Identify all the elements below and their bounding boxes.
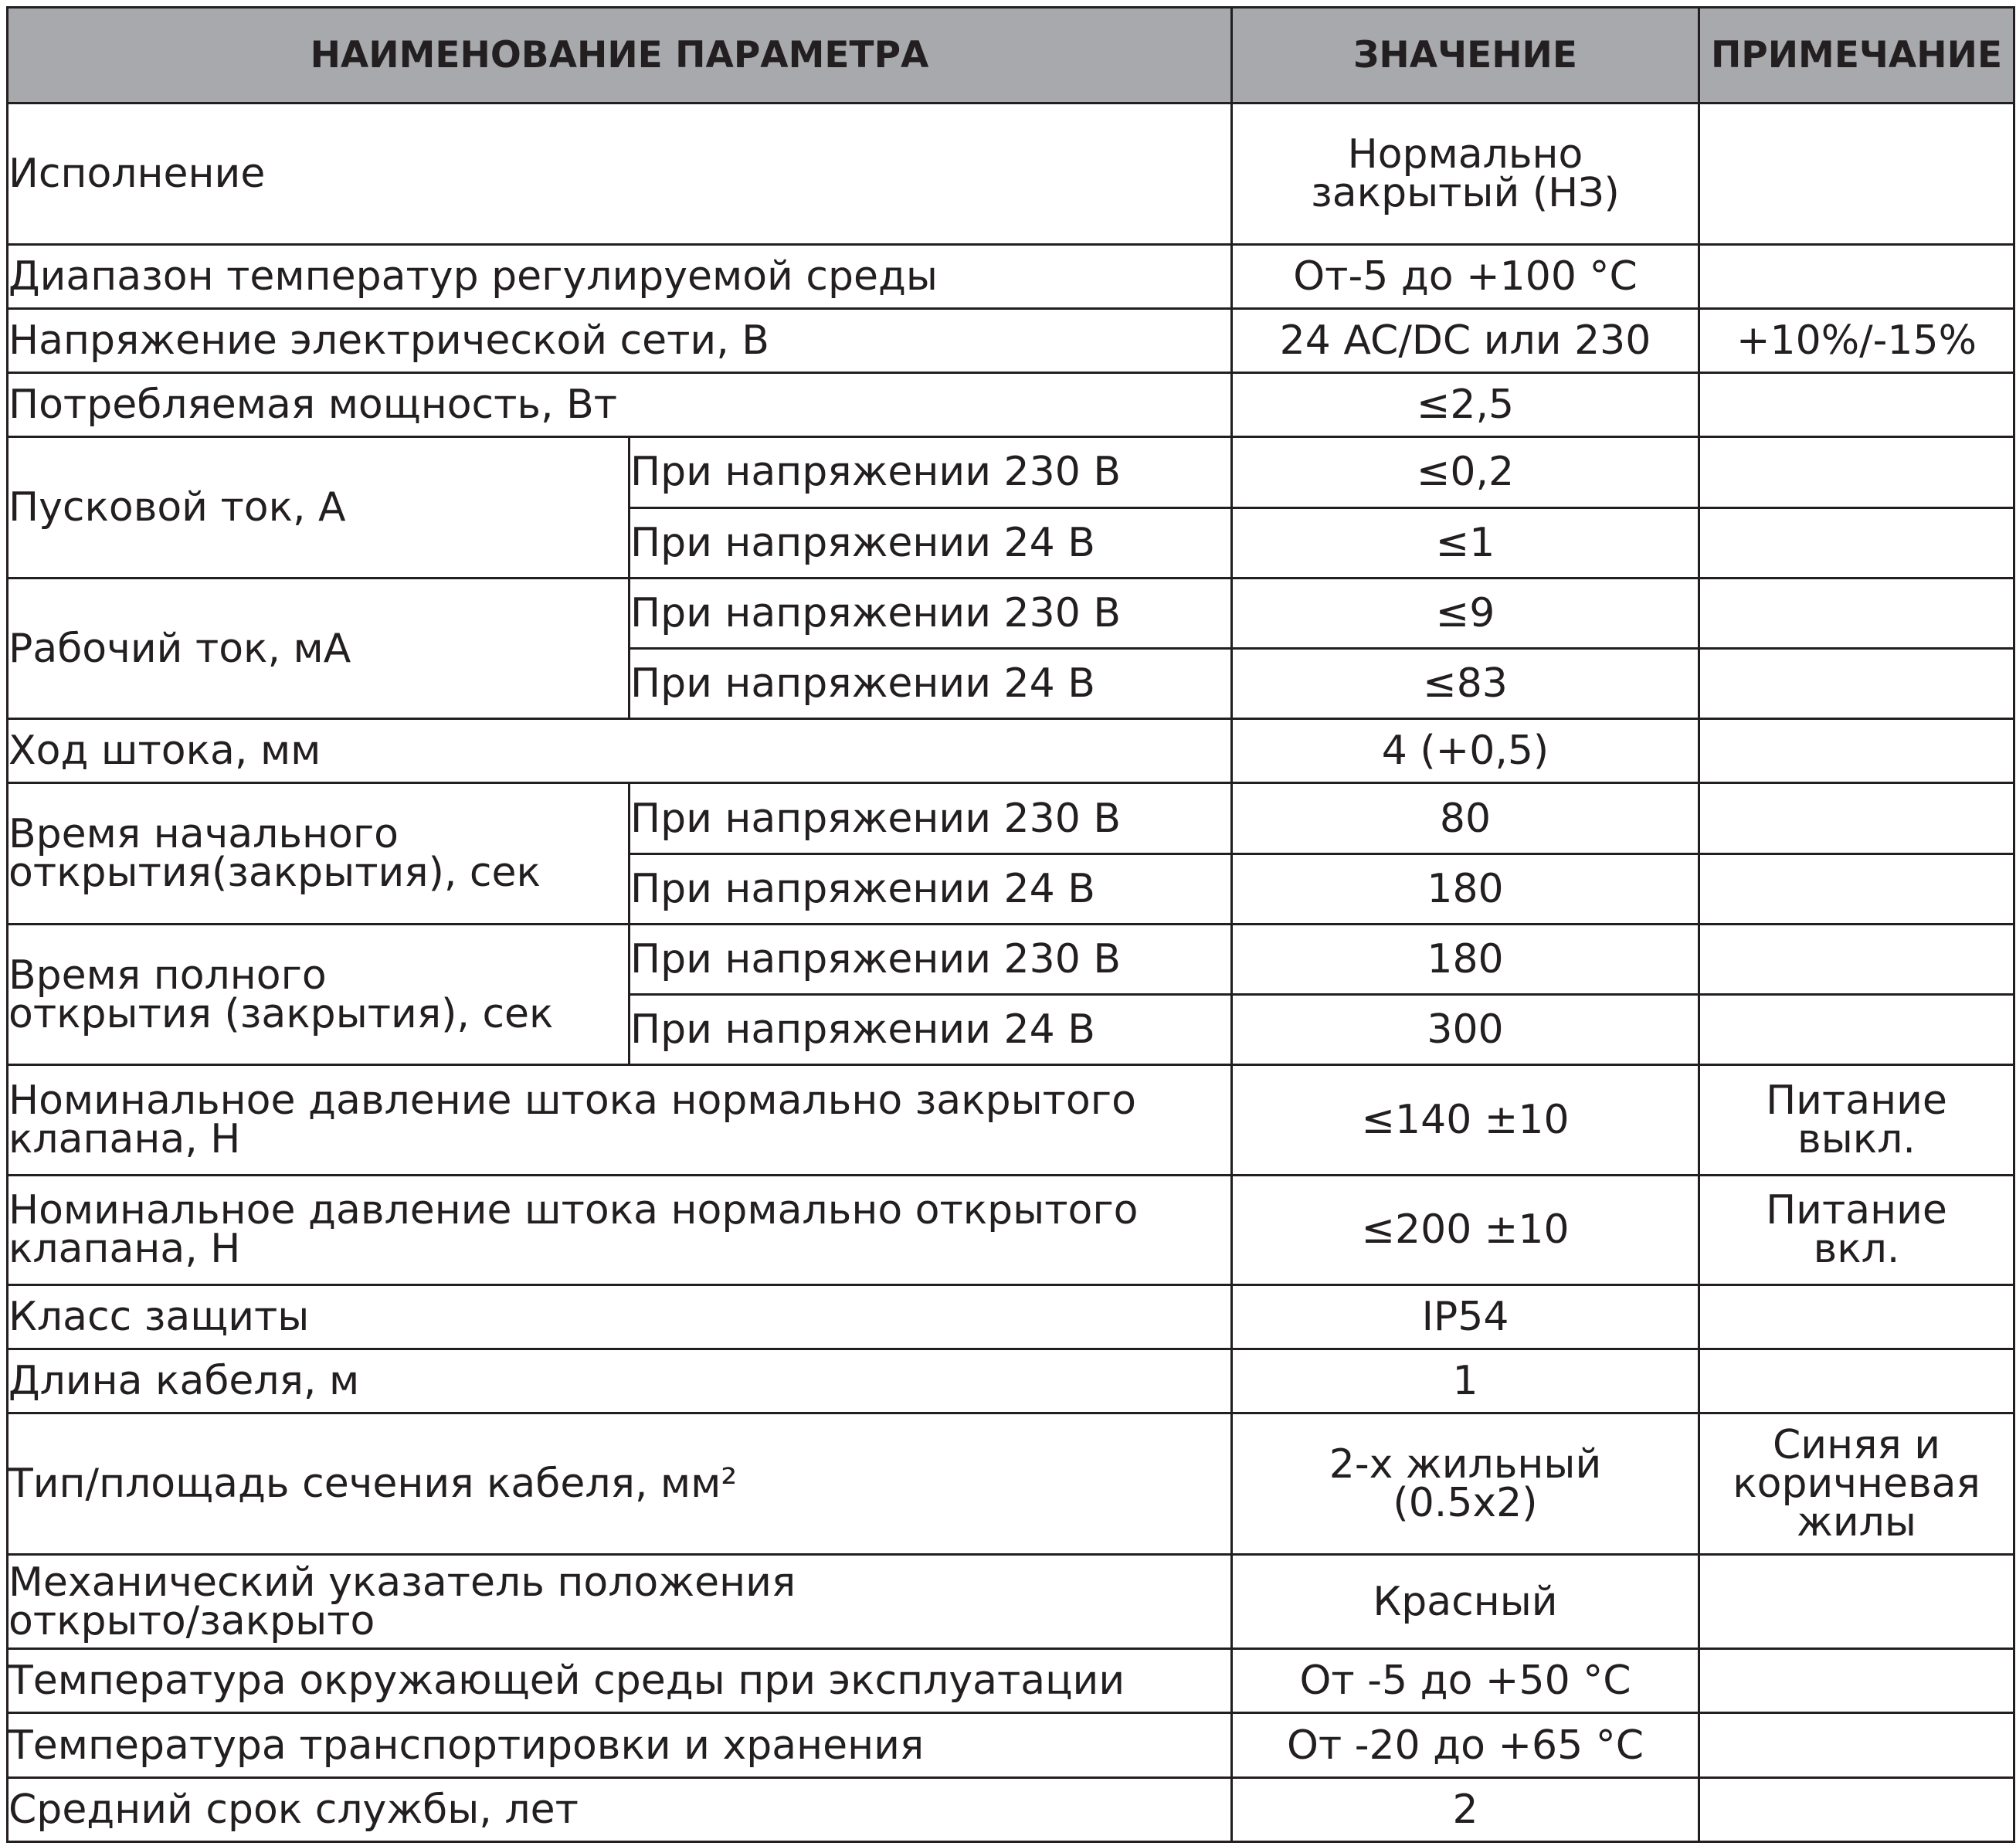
row-value: ≤1 xyxy=(1232,507,1699,578)
row-value: Красный xyxy=(1232,1554,1699,1648)
row-sub-condition: При напряжении 230 В xyxy=(630,578,1232,648)
row-value: 2 xyxy=(1232,1777,1699,1841)
row-value: ≤2,5 xyxy=(1232,373,1699,437)
row-note xyxy=(1699,1065,2014,1175)
table-row xyxy=(8,578,2014,648)
table-row xyxy=(8,783,2014,853)
name-line: Номинальное давление штока нормально закрытого xyxy=(8,1077,1136,1124)
row-note: +10%/-15% xyxy=(1699,308,2014,372)
row-note xyxy=(1699,783,2014,853)
row-value: 80 xyxy=(1232,783,1699,853)
table-row xyxy=(8,719,2014,783)
value-line: закрытый (НЗ) xyxy=(1311,170,1620,217)
table-row xyxy=(8,1349,2014,1413)
table-row xyxy=(8,437,2014,507)
row-name xyxy=(8,1554,1232,1648)
row-note xyxy=(1699,1413,2014,1554)
row-name: Напряжение электрической сети, В xyxy=(8,308,1232,372)
row-value: ≤200 ±10 xyxy=(1232,1175,1699,1284)
row-value xyxy=(1232,103,1699,244)
row-sub-condition: При напряжении 24 В xyxy=(630,649,1232,719)
row-note xyxy=(1699,373,2014,437)
row-value: 180 xyxy=(1232,924,1699,994)
name-line: Механический указатель положения xyxy=(8,1559,796,1606)
name-line: Номинальное давление штока нормально открытого xyxy=(8,1187,1139,1234)
row-note xyxy=(1699,649,2014,719)
note-line: выкл. xyxy=(1797,1116,1916,1162)
row-name xyxy=(8,1065,1232,1175)
spec-table xyxy=(6,6,2015,1843)
row-value: 4 (+0,5) xyxy=(1232,719,1699,783)
row-name: Потребляемая мощность, Вт xyxy=(8,373,1232,437)
row-note xyxy=(1699,719,2014,783)
note-line: Питание xyxy=(1766,1187,1947,1234)
row-note xyxy=(1699,1777,2014,1841)
header-value: ЗНАЧЕНИЕ xyxy=(1232,8,1699,103)
table-row xyxy=(8,1713,2014,1777)
row-name xyxy=(8,1175,1232,1284)
row-value: 300 xyxy=(1232,995,1699,1065)
table-row xyxy=(8,373,2014,437)
table-row xyxy=(8,308,2014,372)
row-sub-condition: При напряжении 230 В xyxy=(630,783,1232,853)
note-line: Питание xyxy=(1766,1077,1947,1124)
table-row xyxy=(8,1065,2014,1175)
row-value xyxy=(1232,1413,1699,1554)
row-value: От-5 до +100 °С xyxy=(1232,244,1699,308)
row-note xyxy=(1699,578,2014,648)
table-row xyxy=(8,1285,2014,1349)
name-line: открыто/закрыто xyxy=(8,1597,375,1644)
row-note xyxy=(1699,244,2014,308)
row-name: Класс защиты xyxy=(8,1285,1232,1349)
row-note xyxy=(1699,507,2014,578)
value-line: 2-х жильный xyxy=(1329,1441,1602,1488)
header-param: НАИМЕНОВАНИЕ ПАРАМЕТРА xyxy=(8,8,1232,103)
row-value: ≤9 xyxy=(1232,578,1699,648)
row-value: IP54 xyxy=(1232,1285,1699,1349)
table-row xyxy=(8,1554,2014,1648)
row-note xyxy=(1699,437,2014,507)
row-sub-condition: При напряжении 24 В xyxy=(630,995,1232,1065)
row-name: Исполнение xyxy=(8,103,1232,244)
row-value: От -5 до +50 °С xyxy=(1232,1649,1699,1713)
table-row xyxy=(8,1413,2014,1554)
row-name xyxy=(8,924,630,1064)
table-row xyxy=(8,1175,2014,1284)
row-name: Рабочий ток, мА xyxy=(8,578,630,718)
table-row xyxy=(8,924,2014,994)
name-line: клапана, Н xyxy=(8,1226,241,1273)
table-row xyxy=(8,103,2014,244)
table-row xyxy=(8,244,2014,308)
row-name xyxy=(8,783,630,924)
row-name: Тип/площадь сечения кабеля, мм² xyxy=(8,1413,1232,1554)
row-note xyxy=(1699,924,2014,994)
note-line: вкл. xyxy=(1813,1226,1900,1273)
row-value: ≤83 xyxy=(1232,649,1699,719)
row-name: Температура транспортировки и хранения xyxy=(8,1713,1232,1777)
row-note xyxy=(1699,995,2014,1065)
row-sub-condition: При напряжении 230 В xyxy=(630,924,1232,994)
value-line: (0.5x2) xyxy=(1393,1480,1538,1527)
row-name: Длина кабеля, м xyxy=(8,1349,1232,1413)
row-note xyxy=(1699,103,2014,244)
table-header-row xyxy=(8,8,2014,103)
row-note xyxy=(1699,1349,2014,1413)
name-line: открытия (закрытия), сек xyxy=(8,990,554,1037)
row-value: 24 AC/DC или 230 xyxy=(1232,308,1699,372)
row-note xyxy=(1699,853,2014,924)
note-line: коричневая xyxy=(1733,1461,1980,1508)
row-note xyxy=(1699,1649,2014,1713)
header-note: ПРИМЕЧАНИЕ xyxy=(1699,8,2014,103)
value-line: Нормально xyxy=(1347,131,1583,178)
note-line: жилы xyxy=(1797,1499,1916,1546)
name-line: клапана, Н xyxy=(8,1116,241,1162)
row-sub-condition: При напряжении 24 В xyxy=(630,507,1232,578)
row-name: Средний срок службы, лет xyxy=(8,1777,1232,1841)
row-note xyxy=(1699,1175,2014,1284)
row-name: Диапазон температур регулируемой среды xyxy=(8,244,1232,308)
row-value: ≤0,2 xyxy=(1232,437,1699,507)
table-row xyxy=(8,1777,2014,1841)
name-line: Время полного xyxy=(8,952,327,999)
row-name: Ход штока, мм xyxy=(8,719,1232,783)
row-value: 1 xyxy=(1232,1349,1699,1413)
row-name: Пусковой ток, А xyxy=(8,437,630,578)
name-line: Время начального xyxy=(8,811,399,858)
row-note xyxy=(1699,1713,2014,1777)
row-note xyxy=(1699,1554,2014,1648)
row-name: Температура окружающей среды при эксплуатации xyxy=(8,1649,1232,1713)
note-line: Синяя и xyxy=(1773,1422,1940,1469)
table-row xyxy=(8,1649,2014,1713)
row-sub-condition: При напряжении 230 В xyxy=(630,437,1232,507)
row-sub-condition: При напряжении 24 В xyxy=(630,853,1232,924)
row-value: 180 xyxy=(1232,853,1699,924)
row-value: От -20 до +65 °С xyxy=(1232,1713,1699,1777)
row-note xyxy=(1699,1285,2014,1349)
row-value: ≤140 ±10 xyxy=(1232,1065,1699,1175)
name-line: открытия(закрытия), сек xyxy=(8,850,541,897)
